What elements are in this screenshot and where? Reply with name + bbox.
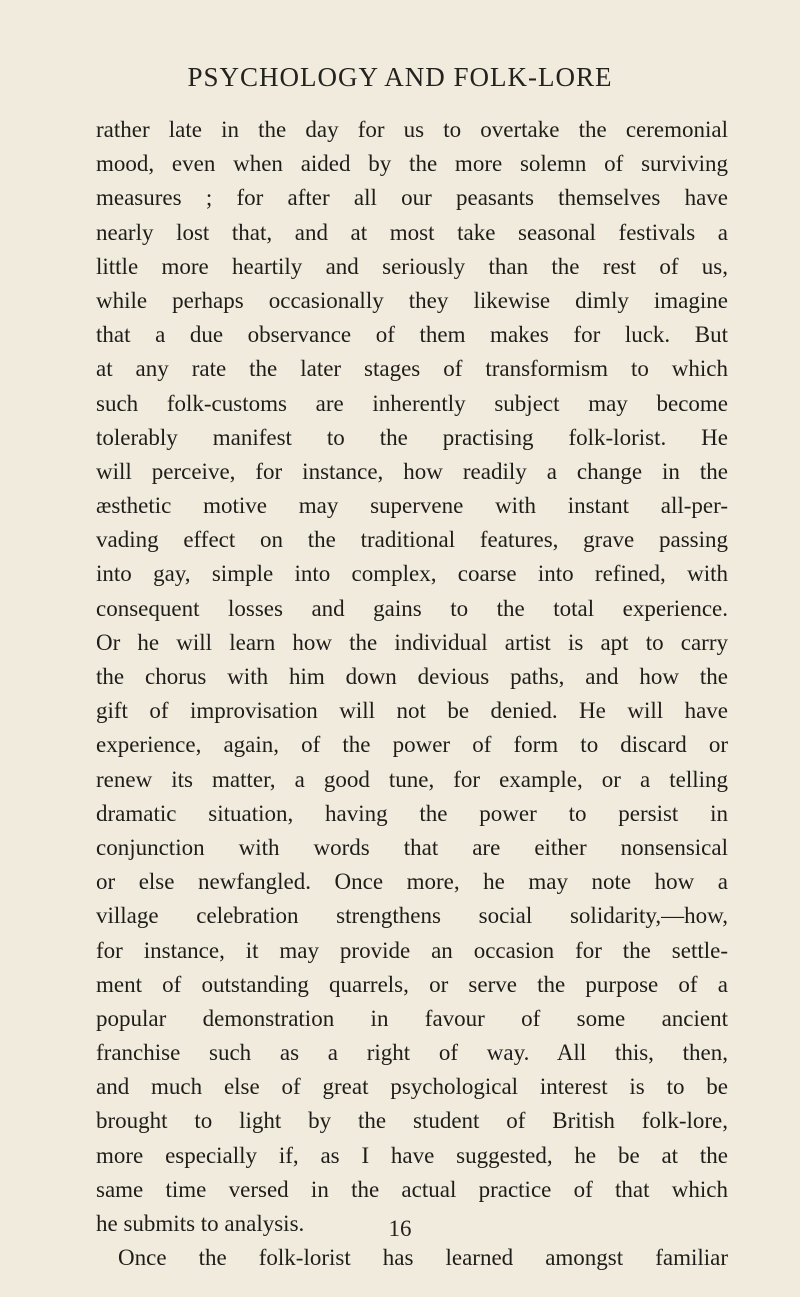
text-line: that a due observance of them makes for luck. But	[96, 322, 728, 348]
text-line: such folk-customs are inherently subject may become	[96, 390, 728, 416]
text-line: gift of improvisation will not be denied. He will have	[96, 698, 728, 724]
text-line: rather late in the day for us to overtake the ceremonial	[96, 117, 728, 142]
text-line: consequent losses and gains to the total experience.	[96, 595, 728, 621]
page-number: 16	[388, 1216, 412, 1241]
text-line: franchise such as a right of way. All this, then,	[96, 1040, 728, 1066]
running-head: PSYCHOLOGY AND FOLK-LORE	[187, 62, 613, 92]
text-line: the chorus with him down devious paths, and how the	[96, 664, 728, 689]
text-line: and much else of great psychological interest is to be	[96, 1074, 728, 1100]
text-line: measures ; for after all our peasants themselves have	[96, 185, 728, 211]
text-line: at any rate the later stages of transformism to which	[96, 356, 728, 382]
text-line: same time versed in the actual practice of that which	[96, 1176, 728, 1202]
text-line: brought to light by the student of British folk-lore,	[96, 1108, 728, 1134]
text-line: more especially if, as I have suggested, he be at the	[96, 1142, 728, 1168]
text-line: Once the folk-lorist has learned amongst familiar	[118, 1245, 728, 1271]
text-line: little more heartily and seriously than the rest of us,	[96, 253, 728, 279]
text-line: or else newfangled. Once more, he may note how a	[96, 869, 728, 895]
text-line: experience, again, of the power of form to discard or	[96, 732, 728, 758]
text-line: vading effect on the traditional features, grave passing	[96, 527, 728, 553]
text-line: he submits to analysis.	[96, 1211, 305, 1236]
text-line: Or he will learn how the individual artist is apt to carry	[96, 629, 728, 655]
text-line: will perceive, for instance, how readily a change in the	[96, 458, 728, 484]
text-line: for instance, it may provide an occasion for the settle-	[96, 937, 728, 963]
text-line: nearly lost that, and at most take seasonal festivals a	[96, 219, 728, 245]
text-line: popular demonstration in favour of some ancient	[96, 1005, 728, 1031]
text-line: renew its matter, a good tune, for example, or a telling	[96, 766, 728, 792]
text-line: into gay, simple into complex, coarse into refined, with	[96, 561, 728, 587]
text-line: dramatic situation, having the power to persist in	[96, 800, 728, 826]
text-line: tolerably manifest to the practising folk-lorist. He	[96, 424, 728, 450]
body-text	[96, 113, 728, 1275]
text-line: conjunction with words that are either nonsensical	[96, 834, 728, 860]
text-line: æsthetic motive may supervene with instant all-per-	[96, 493, 728, 519]
text-line: ment of outstanding quarrels, or serve the purpose of a	[96, 971, 728, 997]
text-line: while perhaps occasionally they likewise dimly imagine	[96, 287, 728, 313]
text-line: mood, even when aided by the more solemn of surviving	[96, 151, 728, 177]
text-line: village celebration strengthens social solidarity,—how,	[96, 903, 728, 929]
